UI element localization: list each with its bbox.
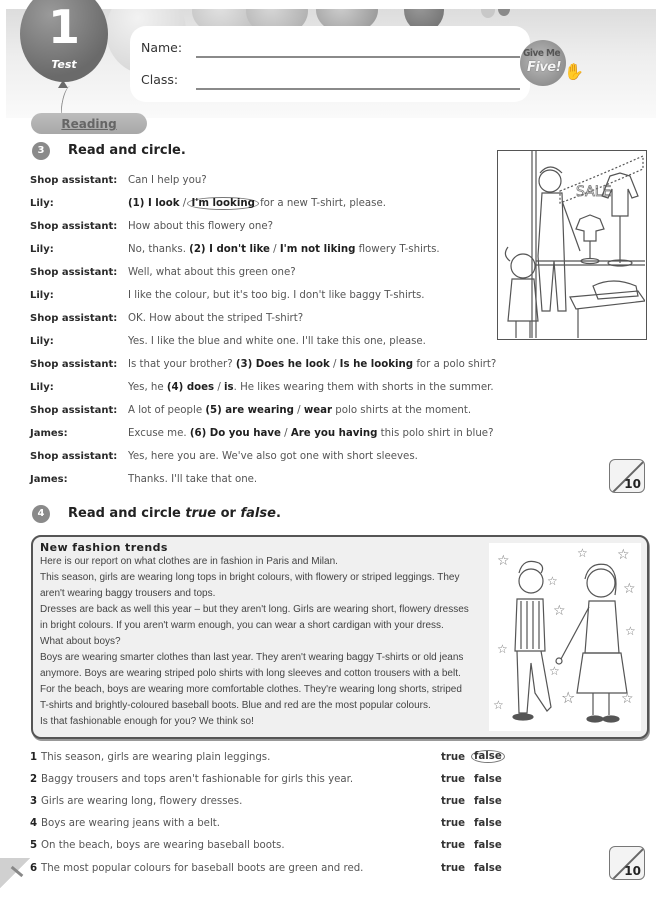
svg-text:☆: ☆ — [553, 603, 566, 619]
line-text: Is that your brother? (3) Does he look / Is he looking for a polo shirt? — [128, 359, 497, 370]
statement-row — [30, 818, 510, 834]
speaker: Lily: — [30, 336, 54, 347]
line-text: Yes, he (4) does / is. He likes wearing them with shorts in the summer. — [128, 382, 494, 393]
article-box — [31, 535, 649, 739]
line-text: (1) I look / I'm looking for a new T-shirt, please. — [128, 198, 386, 209]
fashion-couple-illustration — [489, 543, 641, 731]
line-text: Thanks. I'll take that one. — [128, 474, 258, 485]
svg-text:☆: ☆ — [625, 624, 636, 638]
statement-text: Girls are wearing long, flowery dresses. — [41, 796, 243, 807]
svg-text:☆: ☆ — [577, 546, 588, 560]
speaker: James: — [30, 474, 68, 485]
statement-text: This season, girls are wearing plain leggings. — [41, 752, 271, 763]
article-title: New fashion trends — [40, 541, 168, 554]
line-text: A lot of people (5) are wearing / wear polo shirts at the moment. — [128, 405, 472, 416]
statement-number: 4 — [30, 818, 38, 829]
logo-text-line2: Five! — [527, 60, 562, 75]
exercise-title: Read and circle true or false. — [68, 506, 281, 521]
choice-option-b[interactable]: Is he looking — [339, 359, 414, 370]
test-number: 1 — [47, 0, 80, 54]
name-field[interactable] — [196, 56, 520, 58]
article-line: This season, girls are wearing long tops in bright colours, with flowery or striped leggings. They — [40, 572, 460, 583]
speaker: Shop assistant: — [30, 451, 118, 462]
article-line: Is that fashionable enough for you? We think so! — [40, 716, 254, 727]
article-line: Here is our report on what clothes are in fashion in Paris and Milan. — [40, 556, 338, 567]
statement-row — [30, 774, 510, 790]
choice-option-a[interactable]: (1) I look — [128, 198, 180, 209]
svg-text:☆: ☆ — [549, 664, 560, 678]
section-tab-reading — [31, 113, 147, 134]
score-total: 10 — [624, 477, 641, 491]
logo-text-line1: Give Me — [523, 48, 561, 59]
class-field[interactable] — [196, 88, 520, 90]
true-option[interactable]: true — [441, 774, 466, 785]
speaker: James: — [30, 428, 68, 439]
speaker: Shop assistant: — [30, 221, 118, 232]
section-tab-label: Reading — [61, 117, 117, 131]
article-line: T-shirts and brightly-coloured baseball boots. Blue and red are the most popular colours. — [40, 700, 431, 711]
exercise-number-badge: 4 — [32, 505, 50, 523]
speaker: Shop assistant: — [30, 175, 118, 186]
statement-text: On the beach, boys are wearing baseball boots. — [41, 840, 285, 851]
choice-option-a[interactable]: (6) Do you have — [189, 428, 281, 439]
svg-text:☆: ☆ — [547, 574, 558, 588]
speaker: Lily: — [30, 198, 54, 209]
true-option[interactable]: true — [441, 752, 466, 763]
false-option-circled[interactable]: false — [471, 750, 505, 763]
line-text: Can I help you? — [128, 175, 207, 186]
choice-option-b[interactable]: wear — [303, 405, 333, 416]
svg-text:☆: ☆ — [561, 688, 576, 707]
false-option[interactable]: false — [474, 796, 502, 807]
article-line: aren't wearing baggy trousers and tops. — [40, 588, 216, 599]
speaker: Shop assistant: — [30, 405, 118, 416]
true-option[interactable]: true — [441, 796, 466, 807]
true-option[interactable]: true — [441, 818, 466, 829]
false-option[interactable]: false — [474, 774, 502, 785]
article-line: For the beach, boys are wearing more comfortable clothes. They're wearing long shorts, striped — [40, 684, 462, 695]
speaker: Lily: — [30, 382, 54, 393]
line-text: No, thanks. (2) I don't like / I'm not liking flowery T-shirts. — [128, 244, 440, 255]
speaker: Shop assistant: — [30, 267, 118, 278]
article-line: anymore. Boys are wearing striped polo shirts with long sleeves and cotton trousers with a belt. — [40, 668, 461, 679]
class-label: Class: — [141, 72, 179, 87]
line-text: Yes. I like the blue and white one. I'll take this one, please. — [128, 336, 426, 347]
line-text: How about this flowery one? — [128, 221, 273, 232]
svg-text:☆: ☆ — [497, 642, 508, 656]
choice-option-a[interactable]: (2) I don't like — [189, 244, 270, 255]
score-box-ex3 — [609, 459, 645, 493]
line-text: Excuse me. (6) Do you have / Are you having this polo shirt in blue? — [128, 428, 494, 439]
svg-text:☆: ☆ — [493, 698, 504, 712]
shop-illustration — [497, 150, 647, 340]
article-line: Boys are wearing smarter clothes than last year. They aren't wearing baggy T-shirts or old jeans — [40, 652, 464, 663]
article-line: in bright colours. If you aren't warm enough, you can wear a short cardigan with your dress. — [40, 620, 444, 631]
statement-number: 3 — [30, 796, 38, 807]
score-total: 10 — [624, 864, 641, 878]
speaker: Lily: — [30, 290, 54, 301]
article-line: Dresses are back as well this year – but they aren't long. Girls are wearing short, flowery dresses — [40, 604, 469, 615]
svg-text:☆: ☆ — [497, 553, 510, 569]
speaker: Shop assistant: — [30, 359, 118, 370]
statement-row — [30, 752, 510, 768]
statement-text: Boys are wearing jeans with a belt. — [41, 818, 221, 829]
statement-row — [30, 840, 510, 856]
boy-and-girl-drawing — [489, 543, 641, 731]
line-text: Well, what about this green one? — [128, 267, 296, 278]
test-label: Test — [51, 58, 77, 71]
choice-option-b[interactable]: is — [224, 382, 234, 393]
page-corner-mark — [0, 858, 30, 888]
true-option[interactable]: true — [441, 863, 466, 874]
shop-scene-drawing — [498, 151, 645, 338]
svg-text:☆: ☆ — [623, 581, 636, 597]
statement-number: 2 — [30, 774, 38, 785]
line-text: Yes, here you are. We've also got one with short sleeves. — [128, 451, 418, 462]
line-text: OK. How about the striped T-shirt? — [128, 313, 304, 324]
statement-text: Baggy trousers and tops aren't fashionable for girls this year. — [41, 774, 354, 785]
student-info-card — [130, 26, 530, 102]
false-option[interactable]: false — [474, 840, 502, 851]
choice-option-b[interactable]: Are you having — [290, 428, 378, 439]
statement-number: 1 — [30, 752, 38, 763]
false-option[interactable]: false — [474, 863, 502, 874]
svg-text:SALE: SALE — [576, 184, 612, 200]
choice-option-a[interactable]: (5) are wearing — [205, 405, 294, 416]
speaker: Shop assistant: — [30, 313, 118, 324]
statement-row — [30, 796, 510, 812]
statement-number: 5 — [30, 840, 38, 851]
choice-option-b[interactable]: I'm not liking — [279, 244, 356, 255]
statement-text: The most popular colours for baseball boots are green and red. — [41, 863, 364, 874]
line-text: I like the colour, but it's too big. I don't like baggy T-shirts. — [128, 290, 425, 301]
article-line: What about boys? — [40, 636, 121, 647]
true-option[interactable]: true — [441, 840, 466, 851]
statement-number: 6 — [30, 863, 38, 874]
exercise-number-badge: 3 — [32, 142, 50, 160]
svg-text:☆: ☆ — [617, 547, 630, 563]
hand-icon: ✋ — [564, 62, 584, 81]
choice-option-a[interactable]: (4) does — [166, 382, 215, 393]
name-label: Name: — [141, 40, 183, 55]
exercise-title: Read and circle. — [68, 143, 186, 158]
svg-text:☆: ☆ — [621, 691, 634, 707]
choice-option-a[interactable]: (3) Does he look — [235, 359, 330, 370]
choice-option-b-circled[interactable]: I'm looking — [187, 197, 258, 210]
score-box-ex4 — [609, 846, 645, 880]
false-option[interactable]: false — [474, 818, 502, 829]
statement-row — [30, 863, 510, 879]
speaker: Lily: — [30, 244, 54, 255]
